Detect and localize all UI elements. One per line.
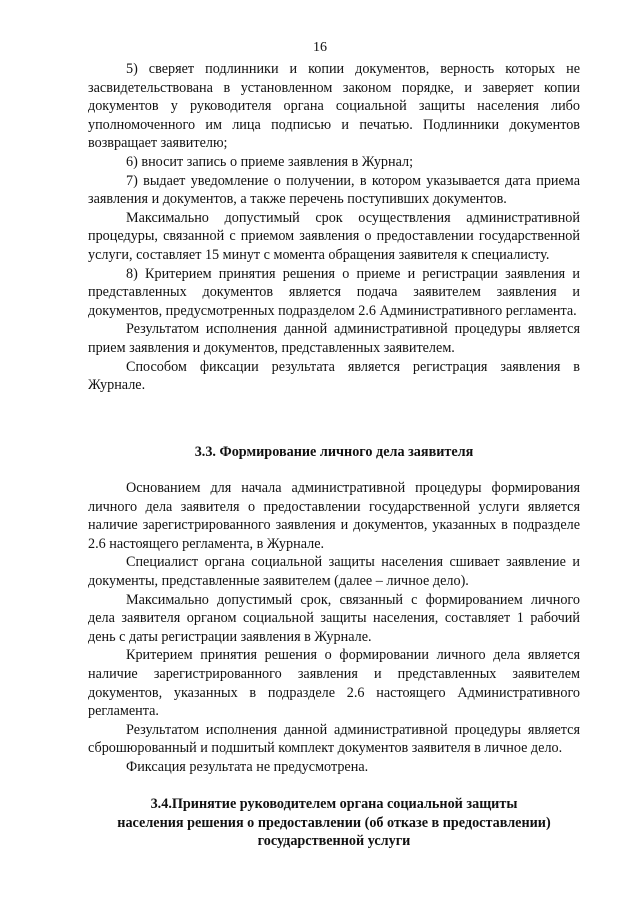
paragraph: Фиксация результата не предусмотрена. — [126, 758, 369, 775]
paragraph: Специалист органа социальной защиты населения сшивает заявление и документы, представленные заявителем (далее – личное дело). — [88, 554, 580, 589]
paragraph: Способом фиксации результата является регистрация заявления в Журнале. — [88, 358, 580, 394]
heading-line: 3.4.Принятие руководителем органа социальной защиты — [150, 796, 518, 812]
heading-line: государственной услуги — [257, 833, 411, 850]
paragraph: Максимально допустимый срок осуществления административной процедуры, связанной с приемом заявления о предоставлении государственной услуги, составляет 15 минут с момента обращения заявителя к специалисту. — [88, 209, 580, 263]
section-heading-3-3: 3.3. Формирование личного дела заявителя — [194, 444, 474, 460]
paragraph: Критерием принятия решения о формировании личного дела является наличие зарегистрированного заявления и представленных заявителем документов, указанных в подразделе 2.6 настоящего Административного регламента. — [88, 647, 580, 720]
heading-line: населения решения о предоставлении (об отказе в предоставлении) — [117, 814, 551, 831]
paragraph: Результатом исполнения данной административной процедуры является сброшюрованный и подшитый комплект документов заявителя в личное дело. — [88, 721, 580, 757]
section-3-3-body — [88, 479, 580, 777]
page-number: 16 — [313, 40, 327, 55]
paragraph: Результатом исполнения данной административной процедуры является прием заявления и документов, представленных заявителем. — [88, 321, 580, 356]
paragraph: 7) выдает уведомление о получении, в котором указывается дата приема заявления и документов, а также перечень поступивших документов. — [88, 172, 580, 208]
section-heading-3-4 — [88, 795, 580, 851]
section-3-2-continuation — [88, 60, 580, 395]
paragraph: 8) Критерием принятия решения о приеме и регистрации заявления и представленных документов является подача заявителем заявления и документов, предусмотренных подразделом 2.6 Административного регламента. — [88, 265, 580, 319]
paragraph: 5) сверяет подлинники и копии документов, верность которых не засвидетельствована в установленном законом порядке, и заверяет копии документов у руководителя органа социальной защиты населения либо уполномоченного им лица подписью и печатью. Подлинники документов возвращает заявителю; — [88, 61, 580, 152]
paragraph: Основанием для начала административной процедуры формирования личного дела заявителя о предоставлении государственной услуги является наличие зарегистрированного заявления и документов, указанных в подразделе 2.6 настоящего регламента, в Журнале. — [88, 480, 580, 552]
paragraph: 6) вносит запись о приеме заявления в Журнал; — [126, 153, 414, 170]
paragraph: Максимально допустимый срок, связанный с формированием личного дела заявителя органом социальной защиты населения, составляет 1 рабочий день с даты регистрации заявления в Журнале. — [88, 591, 580, 645]
